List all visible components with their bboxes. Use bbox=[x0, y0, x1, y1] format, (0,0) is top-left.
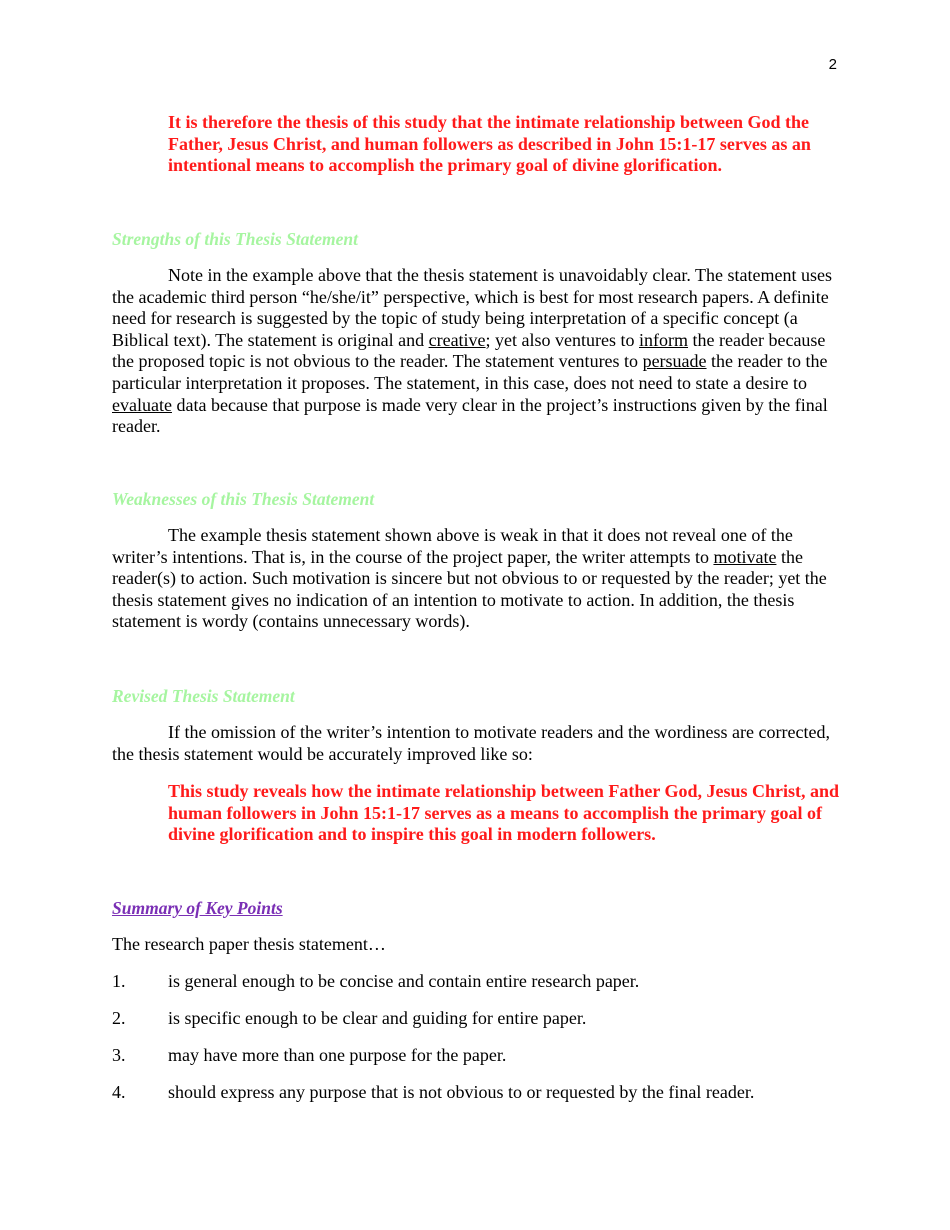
original-thesis-statement: It is therefore the thesis of this study that the intimate relationship between God the Father, Jesus Christ, and human followers as described in John 15:1-17 serves as an intentional means to accomplish the primary goal of divine glorification. bbox=[168, 112, 811, 175]
creative-term: creative bbox=[428, 329, 486, 350]
evaluate-term: evaluate bbox=[112, 394, 172, 415]
list-number: 2. bbox=[112, 1008, 126, 1028]
weaknesses-paragraph: The example thesis statement shown above is weak in that it does not reveal one of the writer’s intentions. That is, in the course of the project paper, the writer attempts to motivate the reader(s) to action. Such motivation is sincere but not obvious to or requested by the reader; yet the thesis statement gives no indication of an intention to motivate to action. In addition, the thesis statement is wordy (contains unnecessary words). bbox=[112, 525, 827, 632]
strengths-heading: Strengths of this Thesis Statement bbox=[112, 229, 359, 249]
motivate-term: motivate bbox=[713, 546, 777, 567]
list-text: is general enough to be concise and contain entire research paper. bbox=[168, 971, 640, 991]
persuade-term: persuade bbox=[642, 351, 707, 372]
list-number: 4. bbox=[112, 1082, 126, 1102]
list-number: 1. bbox=[112, 971, 126, 991]
weaknesses-heading: Weaknesses of this Thesis Statement bbox=[112, 489, 375, 509]
list-text: may have more than one purpose for the paper. bbox=[168, 1045, 507, 1065]
revised-heading: Revised Thesis Statement bbox=[112, 686, 295, 706]
strengths-paragraph: Note in the example above that the thesis statement is unavoidably clear. The statement uses the academic third person “he/she/it” perspective, which is best for most research papers. A definite need for research is suggested by the topic of study being interpretation of a specific concept (a Biblical text). The statement is original and creative; yet also ventures to inform the reader because the proposed topic is not obvious to the reader. The statement ventures to persuade the reader to the particular interpretation it proposes. The statement, in this case, does not need to state a desire to evaluate data because that purpose is made very clear in the project’s instructions given by the final reader. bbox=[112, 265, 832, 437]
list-text: is specific enough to be clear and guiding for entire paper. bbox=[168, 1008, 587, 1028]
list-text: should express any purpose that is not obvious to or requested by the final reader. bbox=[168, 1082, 755, 1102]
summary-heading: Summary of Key Points bbox=[112, 898, 283, 918]
list-number: 3. bbox=[112, 1045, 126, 1065]
page-number: 2 bbox=[828, 56, 837, 73]
revised-thesis-statement: This study reveals how the intimate relationship between Father God, Jesus Christ, and human followers in John 15:1-17 serves as a means to accomplish the primary goal of divine glorification and to inspire this goal in modern followers. bbox=[168, 781, 840, 844]
revised-paragraph: If the omission of the writer’s intention to motivate readers and the wordiness are corrected, the thesis statement would be accurately improved like so: bbox=[112, 722, 830, 764]
inform-term: inform bbox=[639, 329, 689, 350]
summary-intro: The research paper thesis statement… bbox=[112, 934, 386, 954]
